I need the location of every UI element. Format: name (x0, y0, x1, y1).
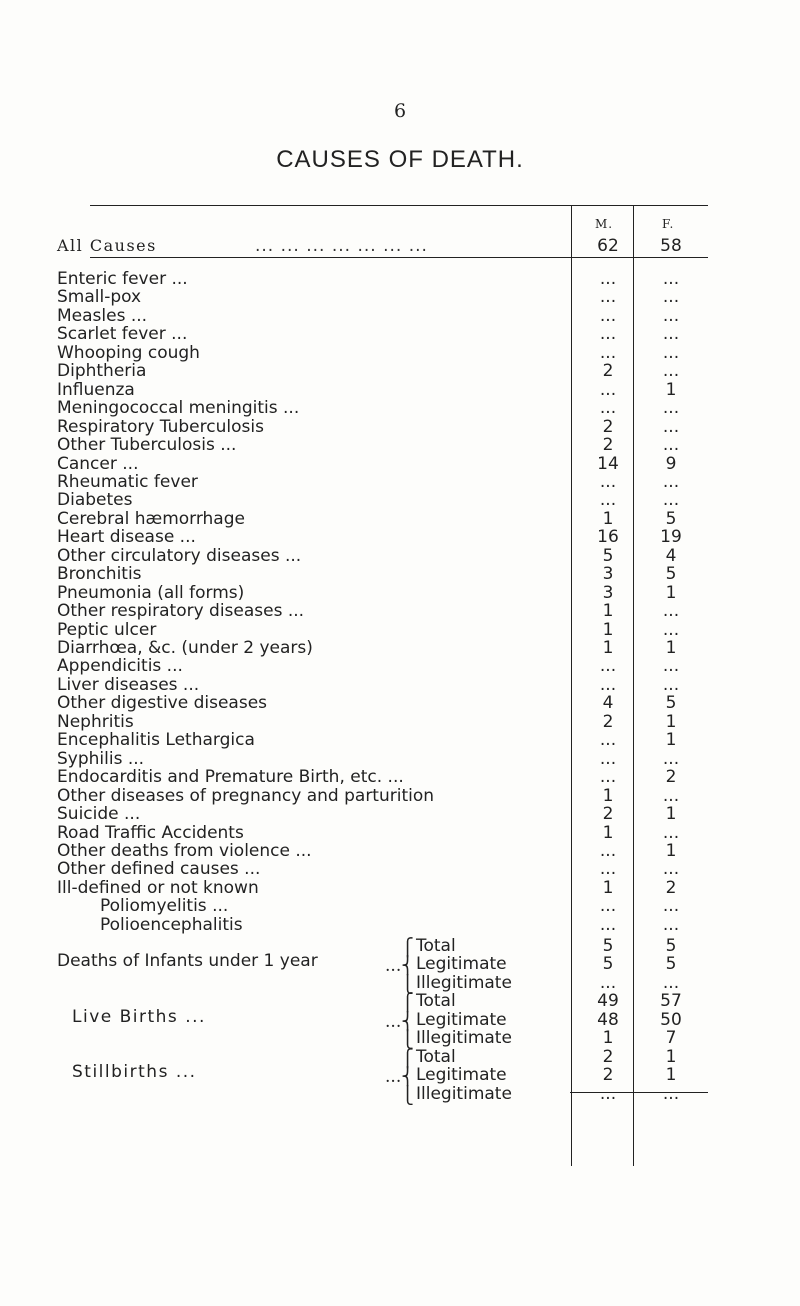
group-f-value: ... (662, 972, 680, 993)
cause-f-value: 2 (665, 877, 677, 898)
cause-label: Poliomyelitis ... (100, 896, 229, 917)
cause-f-value: ... (662, 674, 680, 695)
cause-label: Peptic ulcer (57, 619, 157, 640)
all-causes-row (0, 235, 800, 257)
group-label: Stillbirths ... (72, 1062, 197, 1083)
sub-label: Total (416, 1046, 456, 1067)
cause-m-value: ... (599, 324, 617, 345)
cause-m-value: ... (599, 748, 617, 769)
cause-m-value: 2 (602, 416, 614, 437)
group-m-value: 5 (602, 936, 614, 956)
sub-label: Total (416, 991, 456, 1012)
cause-m-value: ... (599, 840, 617, 861)
cause-m-value: ... (599, 859, 617, 880)
cause-f-value: ... (662, 859, 680, 880)
cause-f-value: ... (662, 416, 680, 437)
cause-label: Appendicitis ... (57, 656, 183, 677)
group-f-value: 50 (660, 1009, 682, 1030)
group-m-value: ... (599, 1083, 617, 1104)
cause-m-value: ... (599, 287, 617, 308)
all-causes-f: 58 (660, 236, 682, 256)
cause-label: Other defined causes ... (57, 859, 261, 880)
cause-f-value: 19 (660, 527, 682, 548)
cause-label: Cancer ... (57, 453, 139, 474)
cause-m-value: ... (599, 767, 617, 788)
cause-label: Small-pox (57, 287, 142, 308)
cause-label: Pneumonia (all forms) (57, 582, 245, 603)
cause-label: Whooping cough (57, 342, 200, 363)
cause-m-value: 3 (602, 582, 614, 603)
cause-m-value: 1 (602, 601, 614, 622)
cause-f-value: 1 (665, 711, 677, 732)
cause-m-value: 2 (602, 711, 614, 732)
top-rule (90, 205, 708, 206)
cause-f-value: ... (662, 305, 680, 326)
table-row (0, 1083, 800, 1105)
cause-f-value: 2 (665, 767, 677, 788)
sub-label: Illegitimate (416, 1083, 512, 1104)
cause-label: Polioencephalitis (100, 914, 243, 935)
brace-glyph: ⎧ ...⎨ ⎩ (385, 1048, 414, 1106)
cause-m-value: ... (599, 379, 617, 400)
cause-label: Other respiratory diseases ... (57, 601, 305, 622)
cause-f-value: 1 (665, 379, 677, 400)
header-rule (90, 257, 708, 258)
cause-label: Bronchitis (57, 564, 142, 585)
sub-label: Total (416, 936, 456, 956)
cause-f-value: ... (662, 287, 680, 308)
cause-label: Syphilis ... (57, 748, 145, 769)
cause-f-value: 1 (665, 730, 677, 751)
cause-f-value: ... (662, 342, 680, 363)
cause-label: Diphtheria (57, 361, 147, 382)
cause-m-value: 3 (602, 564, 614, 585)
cause-m-value: 1 (602, 877, 614, 898)
sub-label: Legitimate (416, 1009, 507, 1030)
cause-m-value: ... (599, 656, 617, 677)
page-title: CAUSES OF DEATH. (276, 146, 524, 173)
group-m-value: 49 (597, 991, 619, 1012)
cause-label: Ill-defined or not known (57, 877, 259, 898)
cause-label: Rheumatic fever (57, 471, 198, 492)
cause-m-value: 5 (602, 545, 614, 566)
cause-f-value: ... (662, 471, 680, 492)
cause-label: Cerebral hæmorrhage (57, 508, 245, 529)
cause-label: Other Tuberculosis ... (57, 435, 237, 456)
group-m-value: 48 (597, 1009, 619, 1030)
cause-f-value: 1 (665, 840, 677, 861)
group-m-value: 1 (602, 1028, 614, 1049)
cause-m-value: ... (599, 896, 617, 917)
sub-label: Legitimate (416, 1065, 507, 1086)
all-causes-label: All Causes (57, 236, 157, 255)
cause-label: Road Traffic Accidents (57, 822, 244, 843)
cause-f-value: 1 (665, 804, 677, 825)
group-label: Live Births ... (72, 1006, 206, 1027)
cause-f-value: ... (662, 656, 680, 677)
group-m-value: 2 (602, 1065, 614, 1086)
cause-f-value: ... (662, 619, 680, 640)
cause-m-value: 14 (597, 453, 619, 474)
cause-m-value: 1 (602, 619, 614, 640)
cause-f-value: ... (662, 361, 680, 382)
column-header-f: F. (662, 217, 675, 231)
cause-label: Other digestive diseases (57, 693, 268, 714)
cause-label: Endocarditis and Premature Birth, etc. ... (57, 767, 404, 788)
sub-label: Illegitimate (416, 972, 512, 993)
group-f-value: 5 (665, 954, 677, 975)
cause-f-value: ... (662, 269, 680, 289)
cause-m-value: 16 (597, 527, 619, 548)
cause-m-value: ... (599, 305, 617, 326)
cause-m-value: ... (599, 471, 617, 492)
cause-label: Encephalitis Lethargica (57, 730, 255, 751)
cause-m-value: 1 (602, 785, 614, 806)
cause-f-value: 9 (665, 453, 677, 474)
group-m-value: 5 (602, 954, 614, 975)
cause-label: Suicide ... (57, 804, 141, 825)
cause-label: Diabetes (57, 490, 133, 511)
cause-f-value: ... (662, 435, 680, 456)
cause-f-value: ... (662, 896, 680, 917)
cause-m-value: ... (599, 342, 617, 363)
cause-label: Liver diseases ... (57, 674, 200, 695)
group-m-value: 2 (602, 1046, 614, 1067)
sub-label: Legitimate (416, 954, 507, 975)
cause-label: Enteric fever ... (57, 269, 188, 289)
cause-f-value: 1 (665, 638, 677, 658)
cause-f-value: 1 (665, 582, 677, 603)
cause-m-value: 2 (602, 804, 614, 825)
cause-m-value: 1 (602, 638, 614, 658)
all-causes-leader: ... ... ... ... ... ... ... (255, 236, 428, 256)
cause-label: Influenza (57, 379, 135, 400)
sub-label: Illegitimate (416, 1028, 512, 1049)
cause-m-value: ... (599, 914, 617, 935)
cause-m-value: ... (599, 674, 617, 695)
cause-m-value: ... (599, 730, 617, 751)
cause-f-value: ... (662, 490, 680, 511)
group-f-value: 57 (660, 991, 682, 1012)
group-f-value: ... (662, 1083, 680, 1104)
cause-f-value: 5 (665, 508, 677, 529)
cause-f-value: ... (662, 398, 680, 419)
cause-f-value: ... (662, 822, 680, 843)
column-header-m: M. (595, 217, 614, 231)
cause-m-value: 4 (602, 693, 614, 714)
cause-label: Nephritis (57, 711, 134, 732)
all-causes-m: 62 (597, 236, 619, 256)
group-f-value: 5 (665, 936, 677, 956)
group-f-value: 1 (665, 1065, 677, 1086)
cause-f-value: 4 (665, 545, 677, 566)
brace-glyph: ⎧ ...⎨ ⎩ (385, 993, 414, 1051)
cause-label: Other diseases of pregnancy and parturition (57, 785, 435, 806)
group-label: Deaths of Infants under 1 year (57, 951, 318, 972)
page-number: 6 (393, 100, 407, 122)
cause-m-value: ... (599, 269, 617, 289)
cause-f-value: 5 (665, 564, 677, 585)
cause-m-value: 1 (602, 822, 614, 843)
cause-m-value: ... (599, 398, 617, 419)
cause-f-value: ... (662, 601, 680, 622)
cause-m-value: ... (599, 490, 617, 511)
cause-label: Respiratory Tuberculosis (57, 416, 264, 437)
table-row (0, 914, 800, 936)
cause-label: Scarlet fever ... (57, 324, 188, 345)
cause-f-value: ... (662, 748, 680, 769)
group-f-value: 1 (665, 1046, 677, 1067)
cause-f-value: ... (662, 914, 680, 935)
cause-m-value: 1 (602, 508, 614, 529)
brace-glyph: ⎧ ...⎨ ⎩ (385, 938, 414, 995)
cause-label: Meningococcal meningitis ... (57, 398, 300, 419)
cause-label: Other circulatory diseases ... (57, 545, 302, 566)
cause-label: Diarrhœa, &c. (under 2 years) (57, 638, 313, 658)
cause-label: Measles ... (57, 305, 148, 326)
cause-m-value: 2 (602, 435, 614, 456)
cause-f-value: 5 (665, 693, 677, 714)
cause-f-value: ... (662, 324, 680, 345)
cause-m-value: 2 (602, 361, 614, 382)
cause-label: Other deaths from violence ... (57, 840, 312, 861)
cause-label: Heart disease ... (57, 527, 196, 548)
group-f-value: 7 (665, 1028, 677, 1049)
group-m-value: ... (599, 972, 617, 993)
cause-f-value: ... (662, 785, 680, 806)
